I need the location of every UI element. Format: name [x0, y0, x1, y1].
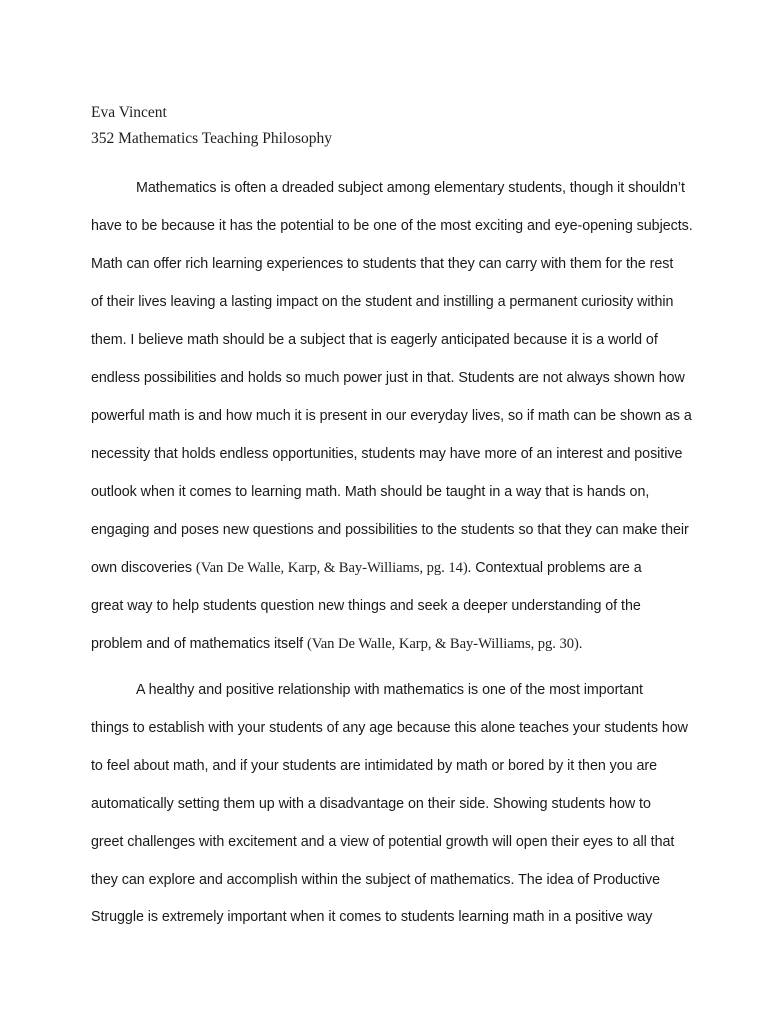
paragraph-2-line-7: Struggle is extremely important when it comes to students learning math in a positive way — [91, 909, 653, 925]
paragraph-2-line-2: things to establish with your students of any age because this alone teaches your students how — [91, 720, 688, 736]
paragraph-2-line-3: to feel about math, and if your students are intimidated by math or bored by it then you are — [91, 758, 658, 774]
author-name: Eva Vincent — [91, 104, 167, 121]
paragraph-1-line-8: necessity that holds endless opportunities, students may have more of an interest and positive — [91, 446, 683, 462]
paragraph-2-line-1: A healthy and positive relationship with mathematics is one of the most important — [136, 682, 643, 698]
paragraph-1-line-4: of their lives leaving a lasting impact on the student and instilling a permanent curiosity within — [91, 294, 674, 310]
paragraph-1-line-3: Math can offer rich learning experiences to students that they can carry with them for the rest — [91, 256, 674, 272]
paragraph-1-line-9: outlook when it comes to learning math. Math should be taught in a way that is hands on, — [91, 484, 650, 500]
paragraph-1-line-12: great way to help students question new things and seek a deeper understanding of the — [91, 598, 641, 614]
document-header — [91, 100, 332, 152]
paragraph-2-line-5: greet challenges with excitement and a view of potential growth will open their eyes to all that — [91, 834, 675, 850]
document-title: 352 Mathematics Teaching Philosophy — [91, 130, 332, 147]
line-11-text: own discoveries — [91, 560, 196, 576]
paragraph-1-line-7: powerful math is and how much it is present in our everyday lives, so if math can be shown as a — [91, 408, 692, 424]
paragraph-2-line-6: they can explore and accomplish within the subject of mathematics. The idea of Productive — [91, 872, 661, 888]
line-13-text: problem and of mathematics itself — [91, 636, 308, 652]
paragraph-2-line-4: automatically setting them up with a disadvantage on their side. Showing students how to — [91, 796, 651, 812]
paragraph-1-line-1: Mathematics is often a dreaded subject among elementary students, though it shouldn’t — [136, 180, 685, 196]
paragraph-1-line-5: them. I believe math should be a subject that is eagerly anticipated because it is a world of — [91, 332, 658, 348]
line-11-after: Contextual problems are a — [471, 560, 642, 576]
paragraph-1-line-10: engaging and poses new questions and possibilities to the students so that they can make their — [91, 522, 689, 538]
paragraph-1-line-2: have to be because it has the potential to be one of the most exciting and eye-opening subjects. — [91, 218, 693, 234]
citation-pg-14: (Van De Walle, Karp, & Bay-Williams, pg. 14). — [195, 560, 472, 576]
paragraph-1-line-11 — [91, 558, 642, 578]
paragraph-1-line-6: endless possibilities and holds so much power just in that. Students are not always shown how — [91, 370, 685, 386]
citation-pg-30: (Van De Walle, Karp, & Bay-Williams, pg. 30). — [307, 636, 583, 652]
paragraph-1-line-13 — [91, 634, 582, 654]
